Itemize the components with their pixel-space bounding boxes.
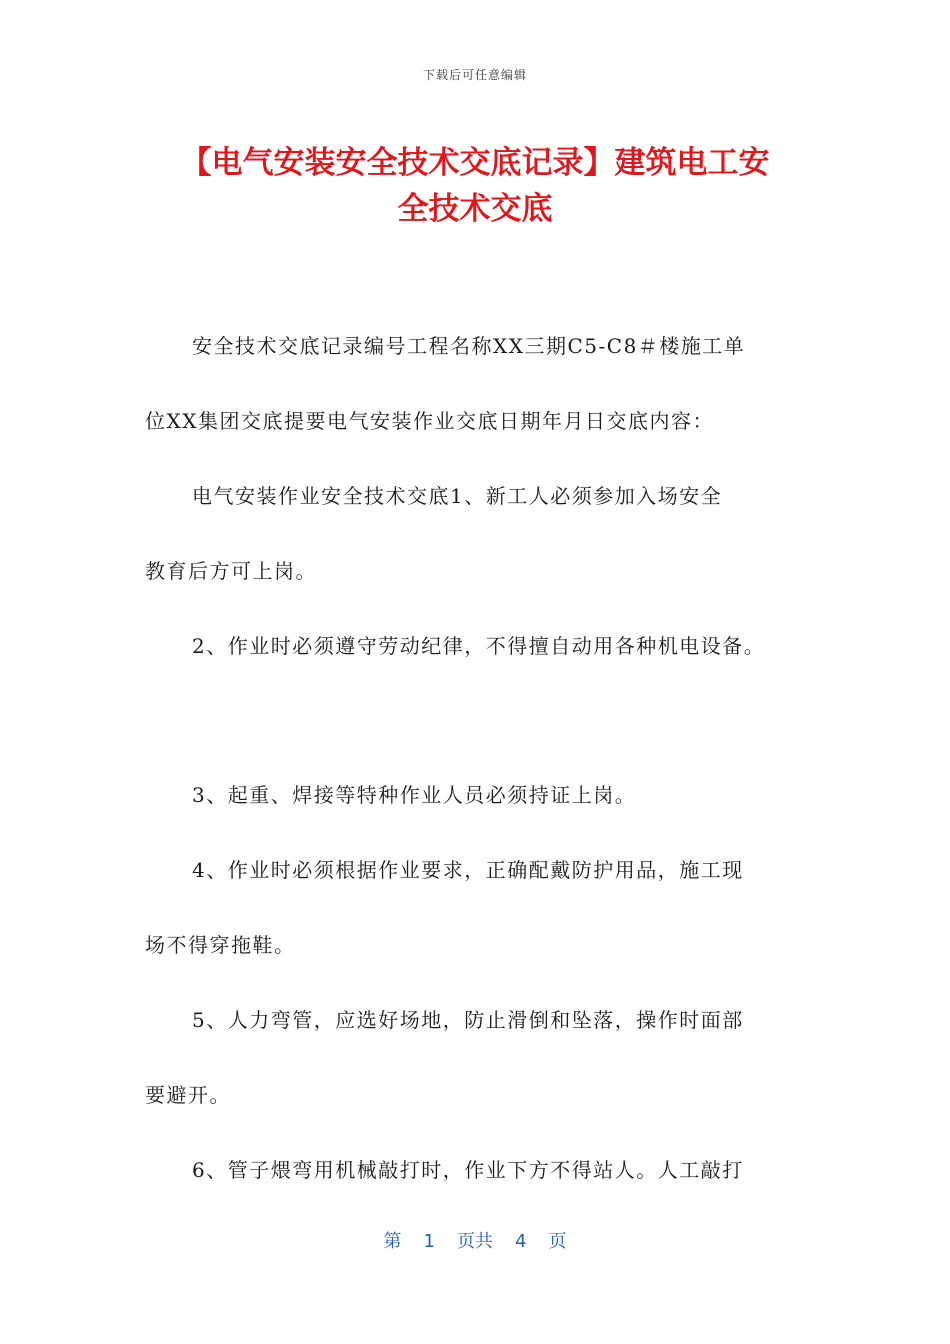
title-line-1: 【电气安装安全技术交底记录】建筑电工安 (180, 145, 770, 181)
body-line-1: 安全技术交底记录编号工程名称XX三期C5-C8＃楼施工单 (192, 334, 746, 358)
footer-total-pages: 4 (515, 1231, 527, 1252)
footer-middle: 页共 (457, 1231, 493, 1252)
footer-suffix: 页 (548, 1231, 567, 1252)
body-line-10: 要避开。 (145, 1083, 231, 1107)
body-line-9: 5、人力弯管，应选好场地，防止滑倒和坠落，操作时面部 (192, 1008, 744, 1032)
body-line-11: 6、管子煨弯用机械敲打时，作业下方不得站人。人工敲打 (192, 1158, 744, 1182)
body-line-7: 4、作业时必须根据作业要求，正确配戴防护用品，施工现 (192, 858, 744, 882)
body-line-5: 2、作业时必须遵守劳动纪律，不得擅自动用各种机电设备。 (192, 634, 766, 658)
body-line-4: 教育后方可上岗。 (145, 559, 317, 583)
body-line-8: 场不得穿拖鞋。 (145, 933, 296, 957)
body-line-6: 3、起重、焊接等特种作业人员必须持证上岗。 (192, 783, 637, 807)
body-line-2: 位XX集团交底提要电气安装作业交底日期年月日交底内容： (145, 409, 714, 433)
document-title (100, 140, 850, 232)
header-note: 下载后可任意编辑 (422, 68, 527, 82)
title-line-2: 全技术交底 (397, 191, 553, 227)
body-line-3: 电气安装作业安全技术交底1、新工人必须参加入场安全 (192, 484, 723, 508)
footer-prefix: 第 (383, 1231, 402, 1252)
footer-current-page: 1 (423, 1231, 435, 1252)
page-footer (0, 1227, 950, 1253)
